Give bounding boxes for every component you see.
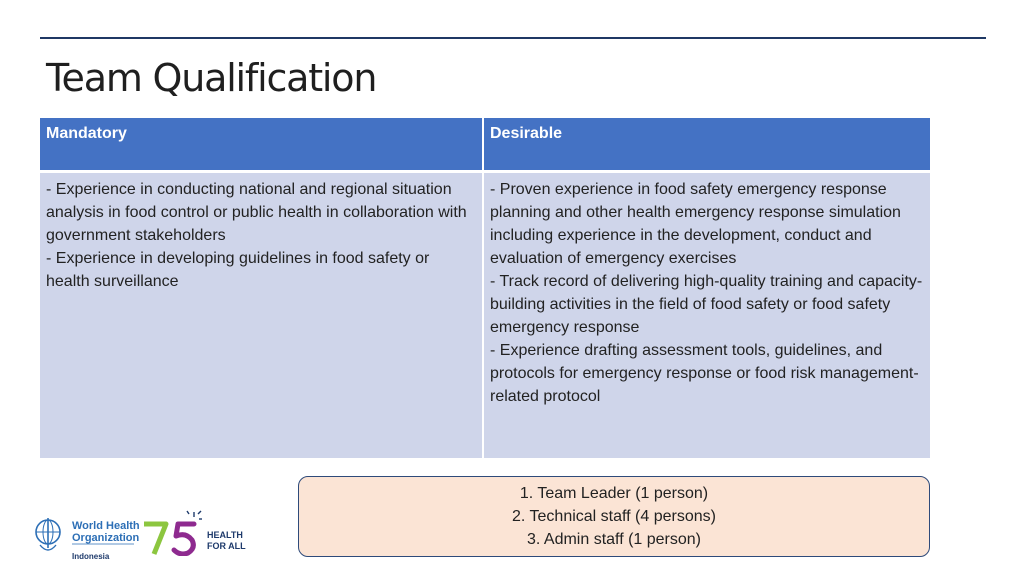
health-for-all-label: HEALTH FOR ALL bbox=[207, 530, 246, 551]
team-composition-box bbox=[298, 476, 930, 557]
team-line: 3. Admin staff (1 person) bbox=[526, 531, 701, 548]
mandatory-item: - Experience in developing guidelines in food safety or health surveillance bbox=[46, 250, 430, 290]
header-mandatory: Mandatory bbox=[40, 118, 484, 173]
team-line: 1. Team Leader (1 person) bbox=[519, 485, 709, 502]
who-country: Indonesia bbox=[72, 552, 110, 561]
desirable-cell bbox=[484, 173, 930, 458]
who-name: World Health Organization bbox=[72, 520, 140, 544]
slide-title: Team Qualification bbox=[46, 56, 377, 100]
desirable-item: - Proven experience in food safety emergency response planning and other health emergency response simulation including experience in the development, conduct and evaluation of emergency exercises bbox=[490, 181, 901, 267]
top-divider bbox=[40, 37, 986, 39]
mandatory-cell bbox=[40, 173, 484, 458]
desirable-item: - Track record of delivering high-quality training and capacity-building activities in the field of food safety or food safety emergency response bbox=[490, 273, 923, 336]
qualification-table bbox=[40, 118, 930, 458]
desirable-item: - Experience drafting assessment tools, guidelines, and protocols for emergency response or food risk management-related protocol bbox=[490, 342, 919, 405]
team-line: 2. Technical staff (4 persons) bbox=[512, 508, 716, 525]
seventy-five-logo-icon bbox=[142, 508, 202, 556]
header-desirable: Desirable bbox=[484, 118, 930, 173]
mandatory-item: - Experience in conducting national and regional situation analysis in food control or public health in collaboration with government stakeholders bbox=[46, 181, 467, 244]
